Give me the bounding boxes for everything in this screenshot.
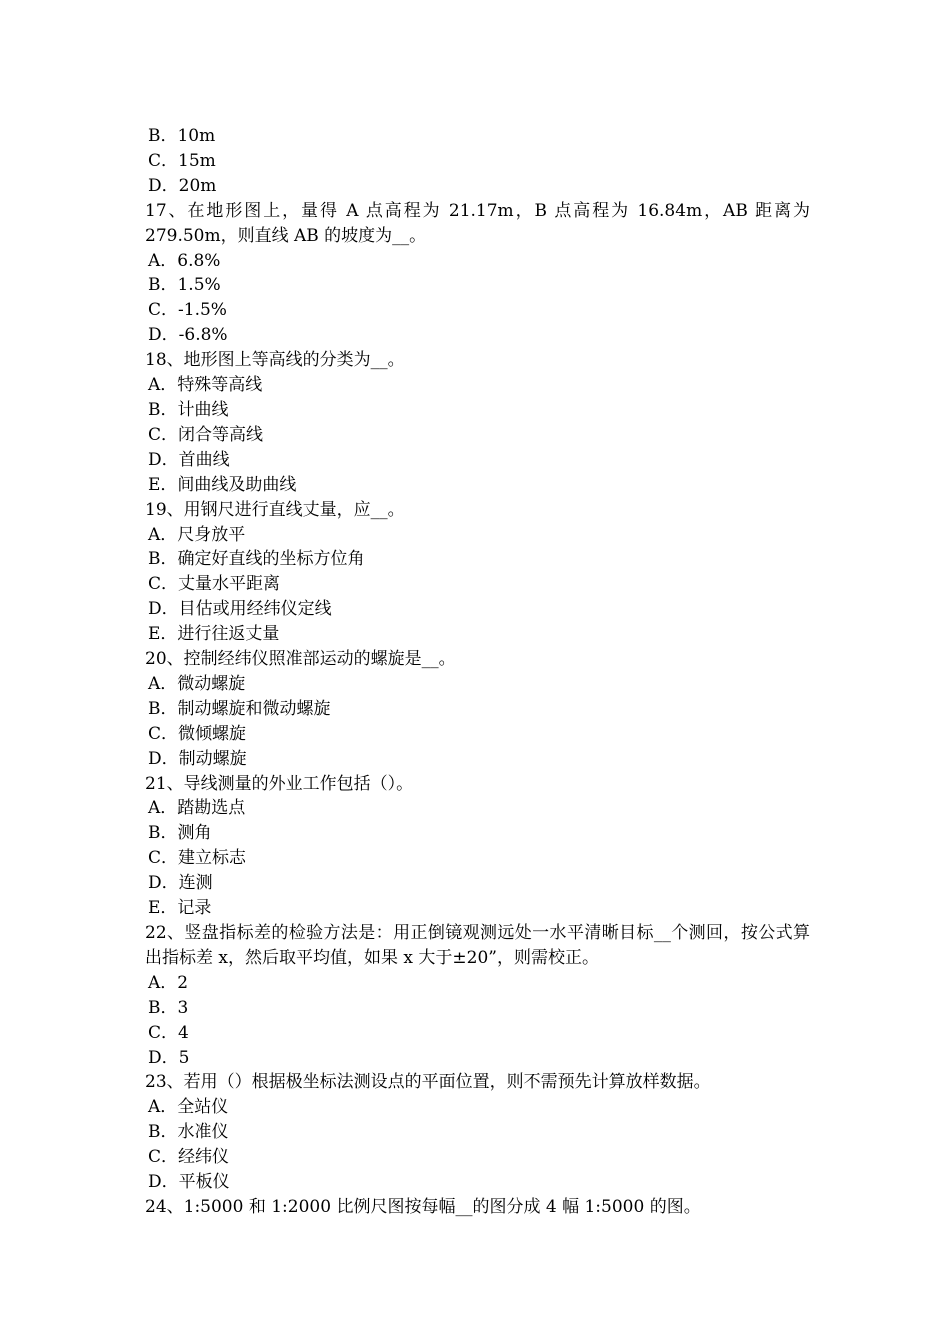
option-line: C．-1.5% (148, 300, 227, 321)
option-line: C．4 (148, 1022, 189, 1043)
question-19 (145, 498, 810, 647)
lead-options (145, 124, 810, 199)
option-line: E．进行往返丈量 (148, 624, 280, 645)
question-text: 24、1:5000 和 1:2000 比例尺图按每幅__的图分成 4 幅 1:5000 的图。 (145, 1196, 701, 1217)
option-line: B．1.5% (148, 275, 221, 296)
question-24 (145, 1195, 810, 1220)
option-line: A．微动螺旋 (148, 673, 246, 694)
option-line: B．确定好直线的坐标方位角 (148, 549, 365, 570)
option-line: C．闭合等高线 (148, 424, 264, 445)
option-line: B．制动螺旋和微动螺旋 (148, 698, 331, 719)
question-text: 18、地形图上等高线的分类为__。 (145, 350, 405, 371)
option-line: C．经纬仪 (148, 1147, 230, 1168)
option-line: C．丈量水平距离 (148, 574, 281, 595)
option-line: B．3 (148, 997, 189, 1018)
option-line: D．5 (148, 1047, 190, 1068)
question-18 (145, 348, 810, 497)
question-text: 17、在地形图上，量得 A 点高程为 21.17m，B 点高程为 16.84m，AB 距离为 279.50m，则直线 AB 的坡度为__。 (145, 200, 810, 246)
question-17 (145, 199, 810, 348)
option-line: A．全站仪 (148, 1097, 229, 1118)
option-line: D．连测 (148, 873, 213, 894)
question-21 (145, 772, 810, 921)
option-line: C．建立标志 (148, 848, 247, 869)
option-line: E．记录 (148, 898, 212, 919)
option-line: B．计曲线 (148, 399, 229, 420)
option-line: A．特殊等高线 (148, 375, 263, 396)
question-text: 21、导线测量的外业工作包括（）。 (145, 773, 414, 794)
option-line: D．20m (148, 175, 217, 196)
option-line: D．-6.8% (148, 325, 228, 346)
option-line: D．平板仪 (148, 1172, 230, 1193)
question-text: 22、竖盘指标差的检验方法是：用正倒镜观测远处一水平清晰目标__个测回，按公式算出指标差 x，然后取平均值，如果 x 大于±20”，则需校正。 (145, 923, 810, 968)
question-22 (145, 921, 810, 1070)
option-line: C．15m (148, 150, 216, 171)
option-line: A．6.8% (148, 250, 221, 271)
option-line: D．制动螺旋 (148, 748, 247, 769)
question-text: 23、若用（）根据极坐标法测设点的平面位置，则不需预先计算放样数据。 (145, 1072, 711, 1093)
option-line: A．2 (148, 972, 189, 993)
question-text: 20、控制经纬仪照准部运动的螺旋是__。 (145, 649, 456, 670)
option-line: B．10m (148, 126, 216, 146)
option-line: A．踏勘选点 (148, 798, 246, 819)
question-23 (145, 1070, 810, 1195)
question-20 (145, 647, 810, 772)
option-line: D．首曲线 (148, 449, 230, 470)
option-line: B．水准仪 (148, 1122, 229, 1143)
option-line: A．尺身放平 (148, 524, 246, 545)
question-text: 19、用钢尺进行直线丈量，应__。 (145, 499, 405, 520)
document-body (145, 124, 810, 1220)
option-line: D．目估或用经纬仪定线 (148, 599, 332, 620)
option-line: C．微倾螺旋 (148, 723, 247, 744)
option-line: B．测角 (148, 823, 212, 844)
option-line: E．间曲线及助曲线 (148, 474, 297, 495)
